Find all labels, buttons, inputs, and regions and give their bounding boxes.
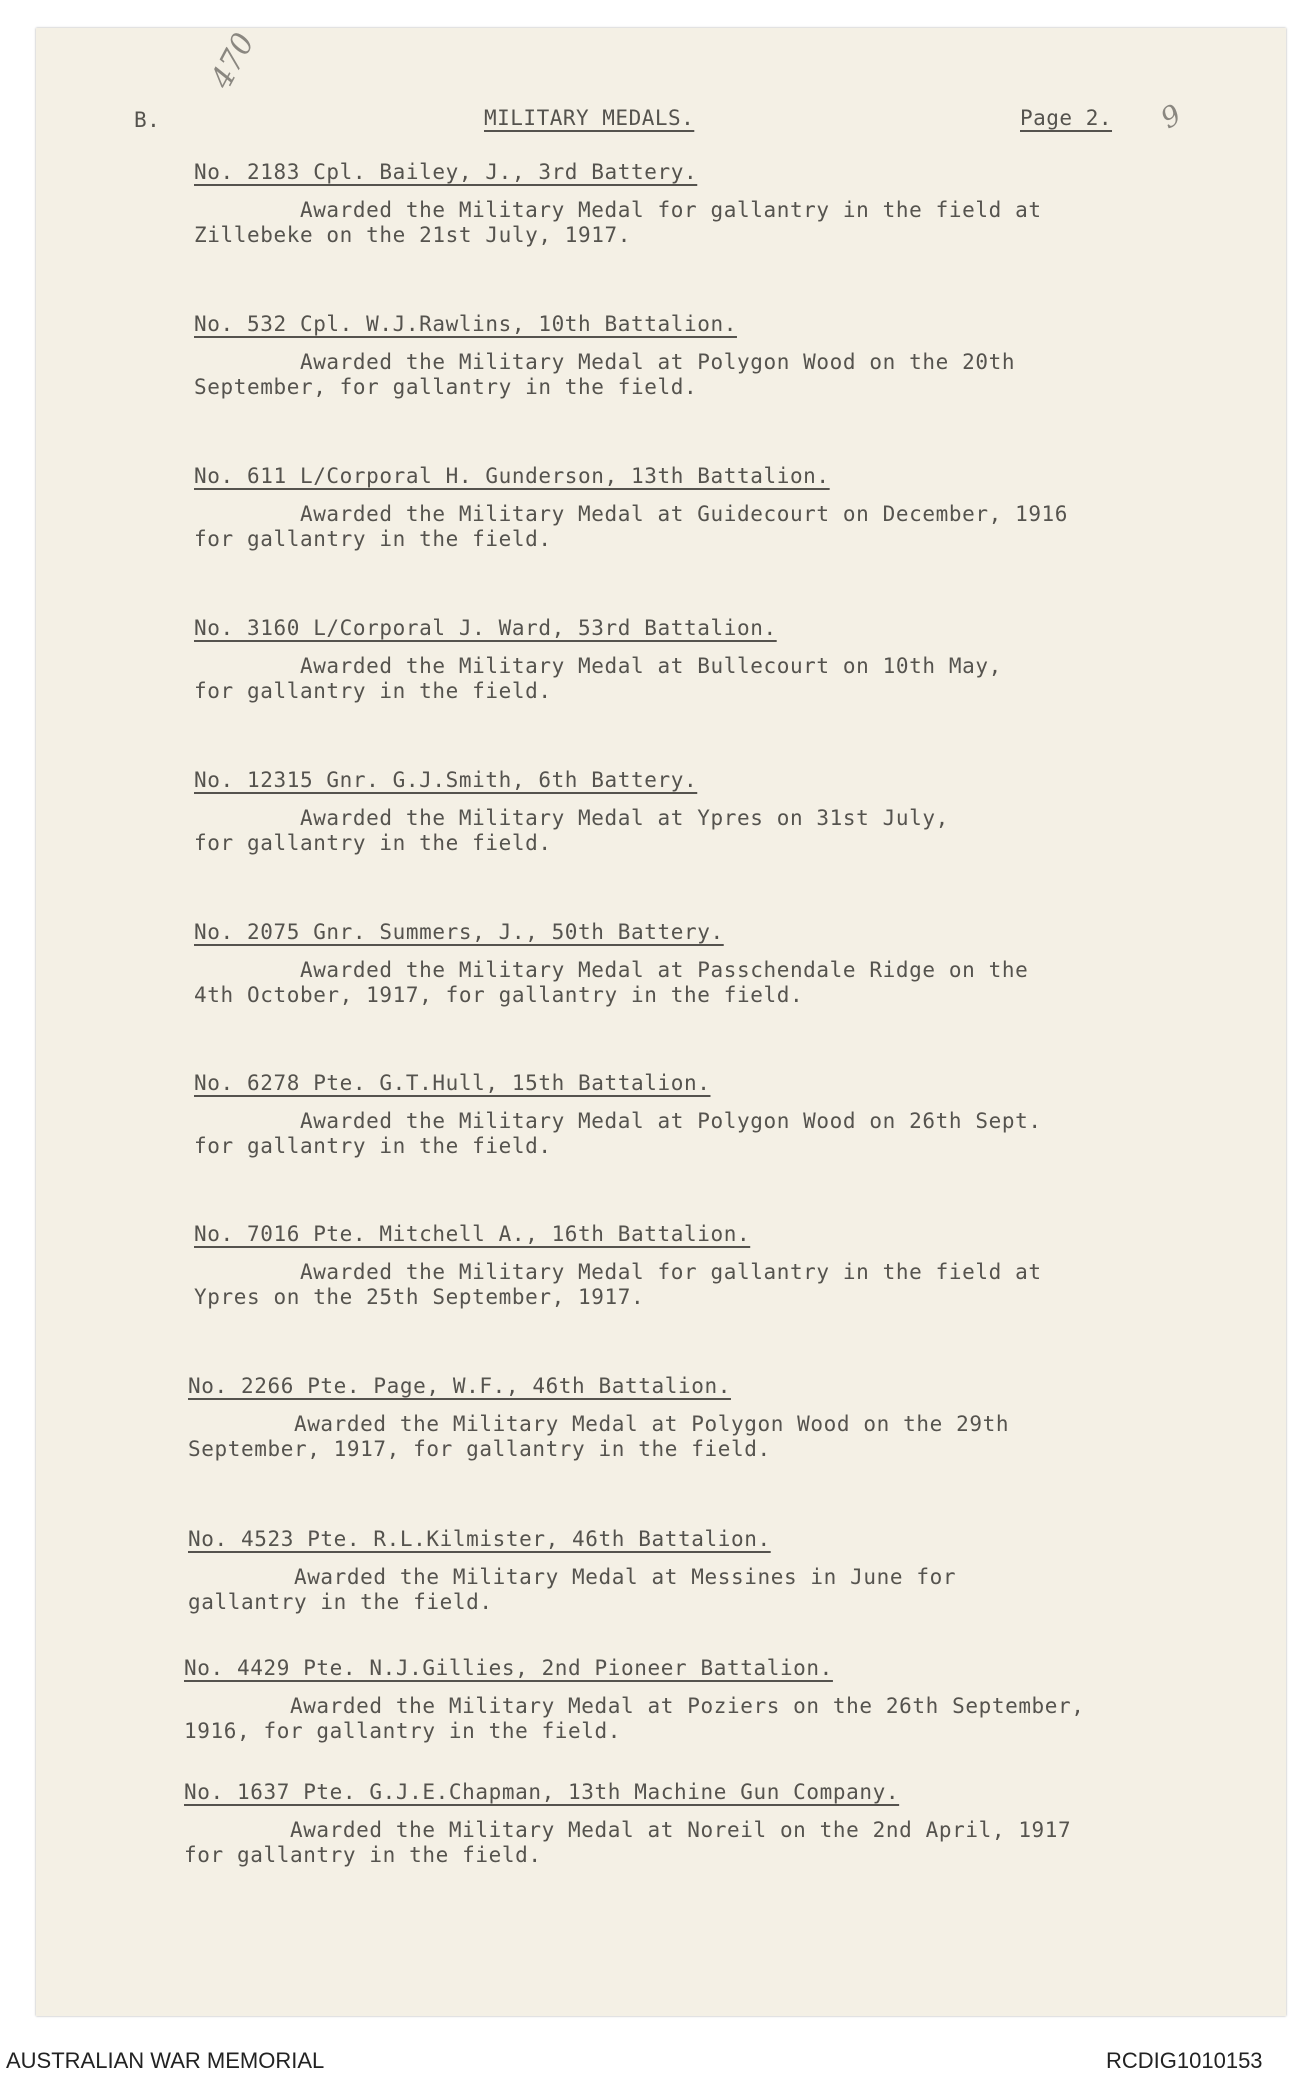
entry-heading: No. 611 L/Corporal H. Gunderson, 13th Battalion. (194, 464, 830, 488)
entry-heading: No. 4429 Pte. N.J.Gillies, 2nd Pioneer Battalion. (184, 1656, 833, 1680)
medal-entry (194, 768, 949, 856)
medal-entry (194, 920, 1028, 1008)
entry-citation: Awarded the Military Medal at Polygon Wood on 26th Sept. for gallantry in the field. (194, 1109, 1042, 1158)
medal-entry (194, 616, 1002, 704)
section-mark: B. (134, 108, 161, 132)
footer-record-id: RCDIG1010153 (1106, 2048, 1263, 2073)
page-label: Page 2. (1020, 106, 1113, 130)
medal-entry (194, 312, 1015, 400)
entry-heading: No. 2183 Cpl. Bailey, J., 3rd Battery. (194, 160, 698, 184)
entry-citation: Awarded the Military Medal at Ypres on 31st July, for gallantry in the field. (194, 806, 949, 855)
entry-citation: Awarded the Military Medal at Guidecourt on December, 1916 for gallantry in the field. (194, 502, 1069, 551)
folio-number: 470 (204, 27, 262, 95)
entry-citation: Awarded the Military Medal at Passchendale Ridge on the 4th October, 1917, for gallantry in the field. (194, 958, 1029, 1007)
medal-entry (188, 1527, 956, 1615)
entry-heading: No. 2266 Pte. Page, W.F., 46th Battalion. (188, 1374, 731, 1398)
entry-heading: No. 532 Cpl. W.J.Rawlins, 10th Battalion. (194, 312, 737, 336)
entry-heading: No. 1637 Pte. G.J.E.Chapman, 13th Machine Gun Company. (184, 1780, 900, 1804)
entry-heading: No. 3160 L/Corporal J. Ward, 53rd Battalion. (194, 616, 777, 640)
corner-page-number: 9 (1154, 97, 1187, 136)
page-title: MILITARY MEDALS. (484, 106, 695, 130)
entry-citation: Awarded the Military Medal at Messines in June for gallantry in the field. (188, 1565, 957, 1614)
entry-citation: Awarded the Military Medal at Bullecourt on 10th May, for gallantry in the field. (194, 654, 1002, 703)
medal-entry (194, 1071, 1042, 1159)
entry-heading: No. 7016 Pte. Mitchell A., 16th Battalion. (194, 1222, 751, 1246)
medal-entry (188, 1374, 1009, 1462)
medal-entry (184, 1780, 1071, 1868)
entry-heading: No. 2075 Gnr. Summers, J., 50th Battery. (194, 920, 724, 944)
entry-citation: Awarded the Military Medal at Poziers on the 26th September, 1916, for gallantry in the field. (184, 1694, 1085, 1743)
medal-entry (194, 1222, 1042, 1310)
entry-heading: No. 6278 Pte. G.T.Hull, 15th Battalion. (194, 1071, 711, 1095)
entry-citation: Awarded the Military Medal for gallantry in the field at Ypres on the 25th September, 1917. (194, 1260, 1042, 1309)
entry-citation: Awarded the Military Medal at Polygon Wood on the 20th September, for gallantry in the field. (194, 350, 1016, 399)
footer-institution: AUSTRALIAN WAR MEMORIAL (6, 2048, 325, 2073)
medal-entry (194, 160, 1042, 248)
entry-citation: Awarded the Military Medal at Noreil on the 2nd April, 1917 for gallantry in the field. (184, 1818, 1072, 1867)
entry-citation: Awarded the Military Medal for gallantry in the field at Zillebeke on the 21st July, 1917. (194, 198, 1042, 247)
entry-citation: Awarded the Military Medal at Polygon Wood on the 29th September, 1917, for gallantry in the field. (188, 1412, 1010, 1461)
medal-entry (194, 464, 1068, 552)
medal-entry (184, 1656, 1085, 1744)
entry-heading: No. 12315 Gnr. G.J.Smith, 6th Battery. (194, 768, 698, 792)
entry-heading: No. 4523 Pte. R.L.Kilmister, 46th Battalion. (188, 1527, 771, 1551)
